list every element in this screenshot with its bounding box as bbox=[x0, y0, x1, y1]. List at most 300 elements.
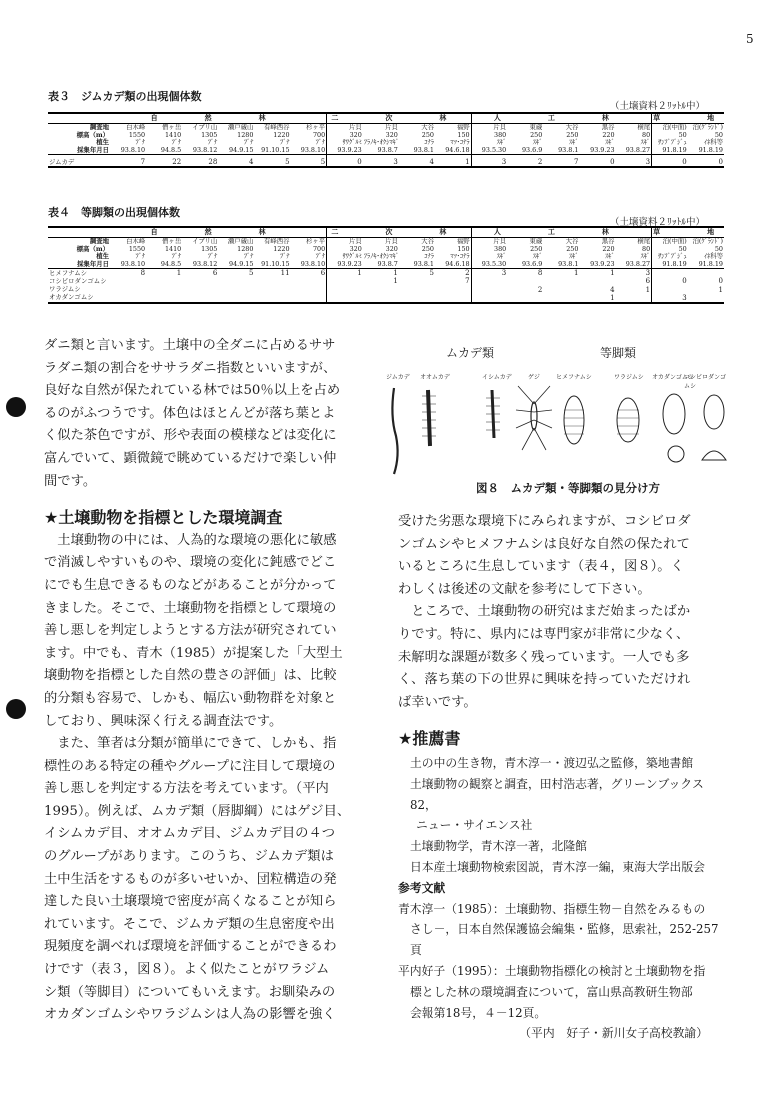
header-cell: 福野 bbox=[435, 124, 471, 132]
group-header: 二 次 林 bbox=[327, 227, 471, 238]
count-cell bbox=[363, 286, 399, 294]
group-header: 人 工 林 bbox=[471, 113, 652, 124]
count-cell: 8 bbox=[537, 269, 543, 278]
header-cell: 93.8.1 bbox=[543, 261, 579, 269]
row-label: 調査地 bbox=[89, 123, 109, 131]
author-signature: （平内 好子・新川女子高校教諭） bbox=[519, 1026, 708, 1041]
count-cell bbox=[182, 294, 218, 303]
header-cell: ｽｷﾞ bbox=[532, 252, 543, 261]
header-cell: 1280 bbox=[237, 130, 254, 139]
count-cell: 6 bbox=[291, 269, 327, 278]
header-cell: ｽｷﾞ bbox=[604, 252, 615, 261]
intro-paragraph bbox=[44, 335, 374, 493]
count-cell bbox=[218, 277, 254, 285]
species-name: ワラジムシ bbox=[49, 285, 81, 294]
animal-label: ゲジ bbox=[528, 374, 540, 381]
header-cell: ﾌﾞﾅ bbox=[171, 252, 182, 261]
right-column bbox=[398, 511, 728, 1044]
okadangomushi-drawing bbox=[663, 394, 685, 434]
table4-note: （土壌資料２ﾘｯﾄﾙ中） bbox=[610, 217, 706, 228]
header-cell: ｻﾜｸﾞﾙﾐ bbox=[342, 252, 362, 261]
text-line: オカダンゴムシやワラジムシは人為の影響を強く bbox=[44, 1007, 336, 1023]
count-cell: 1 bbox=[579, 294, 615, 303]
text-line: ます。中でも、青木（1985）が提案した「大型土 bbox=[44, 645, 343, 661]
header-cell: ｲﾈ科等 bbox=[703, 138, 723, 147]
count-cell: 5 bbox=[291, 158, 327, 167]
text-line: にでも生息できるものなどがあることが分かって bbox=[44, 577, 337, 593]
header-cell: ｽｷﾞ bbox=[568, 138, 579, 147]
animal-label: ワラジムシ bbox=[614, 374, 644, 381]
binder-hole-top bbox=[6, 397, 26, 417]
count-cell: 5 bbox=[254, 158, 290, 167]
table3-note: （土壌資料２ﾘｯﾄﾙ中） bbox=[610, 101, 706, 112]
count-cell: 0 bbox=[688, 158, 724, 167]
header-cell: 94.8.5 bbox=[146, 147, 182, 155]
header-cell: 91.8.19 bbox=[688, 261, 724, 269]
header-cell: 320 bbox=[385, 244, 398, 253]
header-cell: ｻﾝﾌﾞﾌﾞｼﾞｭ bbox=[657, 252, 687, 261]
header-cell: ﾏﾂ･ｺﾅﾗ bbox=[435, 139, 471, 147]
figure-animal-labels bbox=[384, 372, 728, 390]
header-cell: 1305 bbox=[201, 130, 218, 139]
count-cell bbox=[327, 286, 363, 294]
header-cell: 94.8.5 bbox=[146, 261, 182, 269]
header-cell: 700 bbox=[291, 246, 327, 254]
count-cell bbox=[327, 294, 363, 303]
header-cell: 250 bbox=[566, 244, 579, 253]
header-cell: 1305 bbox=[201, 244, 218, 253]
count-cell: 5 bbox=[248, 269, 254, 278]
header-cell: ﾌﾞﾅ bbox=[243, 252, 254, 261]
header-cell: 93.8.10 bbox=[291, 261, 327, 269]
header-cell: 320 bbox=[349, 130, 362, 139]
count-cell bbox=[435, 286, 471, 294]
binder-hole-bottom bbox=[6, 699, 26, 719]
row-label: 調査地 bbox=[89, 237, 109, 245]
count-cell bbox=[471, 286, 507, 294]
text-line: また、筆者は分類が簡単にできて、しかも、指 bbox=[57, 736, 337, 752]
header-cell: ｻﾜｸﾞﾙﾐ bbox=[342, 138, 362, 147]
count-cell: 22 bbox=[146, 158, 182, 167]
count-cell bbox=[579, 277, 615, 285]
header-cell: 93.8.1 bbox=[399, 261, 435, 269]
count-cell: 6 bbox=[616, 277, 652, 285]
count-cell: 1 bbox=[393, 277, 398, 286]
header-cell: ｽｷﾞ bbox=[604, 138, 615, 147]
row-label: 標高（m） bbox=[76, 244, 109, 253]
header-cell: ｺﾅﾗ bbox=[424, 252, 434, 261]
text-line: く、落ち葉の下の世界に興味を持っていただけれ bbox=[398, 672, 691, 688]
table3-caption: 表３ ジムカデ類の出現個体数 bbox=[48, 90, 202, 103]
header-cell: 91.8.19 bbox=[652, 261, 688, 269]
header-cell: 380 bbox=[494, 130, 507, 139]
header-cell: ｺﾅﾗ bbox=[424, 138, 434, 147]
header-cell: 93.9.23 bbox=[327, 147, 363, 155]
count-cell bbox=[146, 277, 182, 285]
header-cell: 93.8.27 bbox=[616, 261, 652, 269]
species-name: オカダンゴムシ bbox=[48, 294, 110, 303]
count-cell: 3 bbox=[471, 158, 507, 167]
text-line: 標性のある特定の種やグループに注目して環境の bbox=[44, 758, 336, 774]
figure-8-illustration bbox=[384, 376, 728, 476]
count-cell bbox=[254, 286, 290, 294]
count-cell: 1 bbox=[616, 286, 652, 294]
count-cell bbox=[652, 286, 688, 294]
header-cell: 東蔵 bbox=[529, 237, 543, 245]
count-cell: 4 bbox=[610, 285, 615, 294]
himefunamushi-drawing bbox=[564, 396, 584, 444]
header-cell: 80 bbox=[616, 132, 652, 140]
count-cell: 2 bbox=[435, 269, 471, 278]
header-cell: 320 bbox=[349, 244, 362, 253]
header-cell: 380 bbox=[494, 244, 507, 253]
count-cell: 28 bbox=[182, 158, 218, 167]
page-number: 5 bbox=[746, 32, 754, 46]
row-label: 植生 bbox=[96, 138, 109, 147]
corner-cell bbox=[48, 113, 110, 124]
header-cell: ﾌﾞﾅ bbox=[291, 253, 327, 261]
count-cell bbox=[291, 286, 327, 294]
header-cell: 白木峰 bbox=[125, 123, 146, 131]
count-cell bbox=[218, 286, 254, 294]
count-cell: 0 bbox=[327, 158, 363, 167]
header-cell: 泊(中面) bbox=[662, 237, 687, 245]
animal-label: コシビロダンゴムシ bbox=[684, 374, 727, 390]
count-cell: 1 bbox=[610, 269, 615, 278]
header-cell: ｽｷﾞ bbox=[532, 138, 543, 147]
count-cell bbox=[218, 294, 254, 303]
species-name: コシビロダンゴムシ bbox=[49, 276, 107, 285]
count-cell: 7 bbox=[435, 277, 471, 285]
text-line: 善し悪しを判定しようとする方法が研究されてい bbox=[44, 623, 337, 639]
geji-drawing bbox=[516, 386, 552, 450]
header-cell: 1280 bbox=[237, 244, 254, 253]
header-cell: 僧ヶ岳 bbox=[162, 123, 182, 131]
count-cell bbox=[254, 294, 290, 303]
header-cell: 220 bbox=[602, 130, 615, 139]
header-cell: 片貝 bbox=[348, 123, 362, 131]
header-cell: 80 bbox=[616, 246, 652, 254]
header-cell: 黒谷 bbox=[601, 237, 615, 245]
count-cell bbox=[399, 277, 435, 285]
header-cell: 片貝 bbox=[493, 237, 507, 245]
header-cell: 91.8.19 bbox=[688, 147, 724, 155]
text-line: 良好な自然が保たれている林では50％以上を占め bbox=[44, 383, 341, 399]
text-line: ラダニ類の割合をササラダニ指数といいますが、 bbox=[44, 360, 337, 376]
count-cell bbox=[399, 294, 435, 303]
corner-cell bbox=[48, 227, 110, 238]
section-heading-recommended-books: ★推薦書 bbox=[398, 729, 461, 749]
header-cell: 片貝 bbox=[493, 123, 507, 131]
header-cell: 93.6.9 bbox=[507, 147, 543, 155]
reference-entry: 青木淳一（1985）：土壌動物、指標生物－自然をみるもの bbox=[398, 901, 706, 916]
left-column bbox=[44, 335, 374, 1027]
header-cell: 横尾 bbox=[616, 124, 652, 132]
header-cell: 91.10.15 bbox=[254, 147, 290, 155]
header-cell: ｽｷﾞ bbox=[568, 252, 579, 261]
header-cell: 横尾 bbox=[616, 238, 652, 246]
header-cell: 50 bbox=[714, 130, 723, 139]
count-cell bbox=[110, 286, 146, 294]
header-cell: 1550 bbox=[128, 244, 146, 253]
count-cell bbox=[652, 269, 688, 278]
book-entry: 土壌動物学，青木淳一著，北隆館 bbox=[410, 839, 587, 854]
header-cell: 94.6.18 bbox=[435, 261, 471, 269]
row-label: 植生 bbox=[96, 252, 109, 261]
count-cell: 0 bbox=[652, 158, 688, 167]
count-cell bbox=[110, 277, 146, 285]
oomukade-drawing bbox=[428, 390, 430, 446]
table4-caption: 表４ 等脚類の出現個体数 bbox=[48, 206, 180, 219]
header-cell: 有峰西谷 bbox=[263, 123, 290, 131]
figure-label-centipedes: ムカデ類 bbox=[446, 346, 495, 360]
text-line: るのがふつうです。体色はほとんどが落ち葉とよ bbox=[44, 405, 336, 421]
count-cell bbox=[182, 286, 218, 294]
header-cell: 1410 bbox=[164, 130, 182, 139]
count-cell: 4 bbox=[399, 158, 435, 167]
header-cell: イブリ山 bbox=[192, 123, 218, 131]
header-cell: 250 bbox=[566, 130, 579, 139]
count-cell: 8 bbox=[140, 269, 146, 278]
row-label: 採集年月日 bbox=[48, 261, 110, 269]
count-cell: 3 bbox=[616, 158, 652, 167]
header-cell: ﾌﾞﾅ bbox=[291, 139, 327, 147]
header-cell: 有峰西谷 bbox=[263, 237, 290, 245]
header-cell: ﾏﾂ･ｺﾅﾗ bbox=[435, 253, 471, 261]
header-cell: ﾌﾗﾉｷ･ｵｸｼﾏｷﾞ bbox=[363, 138, 399, 147]
count-cell bbox=[399, 286, 435, 294]
header-cell: 320 bbox=[385, 130, 398, 139]
header-cell: 片貝 bbox=[385, 123, 398, 131]
group-header: 自 然 林 bbox=[110, 113, 327, 124]
count-cell: 2 bbox=[507, 158, 543, 167]
header-cell: 1220 bbox=[273, 244, 290, 253]
paragraph-isopods-continued bbox=[398, 511, 728, 714]
text-line: けです（表３，図８）。よく似たことがワラジム bbox=[44, 962, 330, 978]
header-cell: 福野 bbox=[435, 238, 471, 246]
animal-label: オオムカデ bbox=[420, 374, 450, 381]
header-cell: 白木峰 bbox=[125, 237, 146, 245]
header-cell: 91.10.15 bbox=[254, 261, 290, 269]
header-cell: 50 bbox=[678, 130, 687, 139]
group-header: 二 次 林 bbox=[327, 113, 471, 124]
header-cell: ﾌﾞﾅ bbox=[207, 252, 218, 261]
text-line: いるところに生息しています（表４，図８）。く bbox=[398, 559, 684, 575]
header-cell: 93.8.10 bbox=[110, 261, 146, 269]
header-cell: 93.8.1 bbox=[399, 147, 435, 155]
book-entry: 土の中の生き物，青木淳一・渡辺弘之監修，築地書館 bbox=[410, 755, 694, 770]
text-line: ところで、土壌動物の研究はまだ始まったばか bbox=[411, 604, 691, 620]
species-name: ヒメフナムシ bbox=[49, 268, 88, 277]
text-line: きました。そこで、土壌動物を指標として環境の bbox=[44, 600, 337, 616]
header-cell: 93.8.12 bbox=[182, 261, 218, 269]
count-cell bbox=[471, 277, 507, 285]
count-cell bbox=[507, 294, 543, 303]
count-cell: 2 bbox=[537, 285, 543, 294]
count-cell: 1 bbox=[393, 269, 398, 278]
header-cell: 93.9.23 bbox=[579, 261, 615, 269]
header-cell: 93.8.7 bbox=[363, 147, 399, 155]
header-cell: ﾌﾞﾅ bbox=[279, 138, 290, 147]
text-line: 的分類も容易で、しかも、幅広い動物群を対象と bbox=[44, 690, 337, 706]
count-cell: 1 bbox=[718, 285, 723, 294]
book-entry: 日本産土壌動物検索図説，青木淳一編，東海大学出版会 bbox=[410, 859, 705, 874]
header-cell: 220 bbox=[602, 244, 615, 253]
text-line: 土壌動物の中には、人為的な環境の悪化に敏感 bbox=[57, 532, 337, 548]
header-cell: 93.8.7 bbox=[363, 261, 399, 269]
count-cell: 1 bbox=[357, 269, 362, 278]
text-line: 現頻度を調べれば環境を評価することができるわ bbox=[44, 939, 337, 955]
reference-entry: 標とした林の環境調査について，富山県高教研生物部 bbox=[410, 984, 693, 999]
text-line: 善し悪しを判定する方法を考えています。（平内 bbox=[44, 781, 329, 797]
text-line: のグループがあります。このうち、ジムカデ類は bbox=[44, 849, 334, 865]
header-cell: ﾌﾗﾉｷ･ｵｸｼﾏｷﾞ bbox=[363, 252, 399, 261]
text-line: 壌動物を指標とした自然の豊さの評価」は、比較 bbox=[44, 668, 337, 684]
count-cell: 1 bbox=[435, 158, 471, 167]
header-cell: 93.5.30 bbox=[471, 147, 507, 155]
count-cell bbox=[688, 269, 724, 278]
count-cell bbox=[543, 277, 579, 285]
header-cell: ﾌﾞﾅ bbox=[207, 138, 218, 147]
header-cell: 瀬戸蔵山 bbox=[227, 237, 254, 245]
header-cell: ｽｷﾞ bbox=[616, 139, 652, 147]
references-heading: 参考文献 bbox=[398, 880, 446, 895]
header-cell: ﾌﾞﾅ bbox=[279, 252, 290, 261]
header-cell: イブリ山 bbox=[192, 237, 218, 245]
text-line: ダニ類と言います。土壌中の全ダニに占めるササ bbox=[44, 338, 336, 353]
species-name: ジムカデ bbox=[48, 158, 110, 167]
count-cell: 7 bbox=[110, 158, 146, 167]
header-cell: 大谷 bbox=[565, 123, 579, 131]
count-cell: 3 bbox=[652, 294, 688, 303]
row-label: 採集年月日 bbox=[48, 147, 110, 155]
count-cell bbox=[471, 294, 507, 303]
header-cell: 瀬戸蔵山 bbox=[227, 123, 254, 131]
count-cell: 0 bbox=[682, 277, 687, 286]
count-cell: 0 bbox=[579, 158, 615, 167]
header-cell: 1550 bbox=[128, 130, 146, 139]
count-cell: 3 bbox=[501, 269, 507, 278]
header-cell: 93.6.9 bbox=[507, 261, 543, 269]
header-cell: 大谷 bbox=[421, 123, 434, 131]
count-cell: 11 bbox=[280, 269, 290, 278]
count-cell: 5 bbox=[429, 269, 434, 278]
row-label: 標高（m） bbox=[76, 130, 109, 139]
header-cell: 杉ヶ平 bbox=[291, 238, 327, 246]
header-cell: 1410 bbox=[164, 244, 182, 253]
count-cell bbox=[543, 286, 579, 294]
header-cell: 93.8.27 bbox=[616, 147, 652, 155]
book-entry: 土壌動物の観察と調査，田村浩志著，グリーンブックス82， bbox=[410, 776, 704, 812]
header-cell: 250 bbox=[530, 244, 543, 253]
text-line: わしくは後述の文献を参考にして下さい。 bbox=[398, 581, 651, 597]
header-cell: 泊(ｸﾞﾗﾝﾄﾞ) bbox=[692, 237, 723, 245]
table3 bbox=[48, 112, 735, 168]
count-cell bbox=[327, 277, 363, 285]
header-cell: 東蔵 bbox=[529, 123, 543, 131]
text-line: く似た茶色ですが、形や表面の模様などは変化に bbox=[44, 428, 337, 444]
text-line: りです。特に、県内には専門家が非常に少なく、 bbox=[398, 626, 690, 642]
figure-label-isopods: 等脚類 bbox=[600, 346, 637, 360]
reference-entry: 平内好子（1995）：土壌動物指標化の検討と土壌動物を指 bbox=[398, 963, 706, 978]
count-cell: 1 bbox=[573, 269, 579, 278]
recommended-books-list bbox=[398, 753, 728, 1044]
header-cell: 250 bbox=[530, 130, 543, 139]
header-cell: ｽｷﾞ bbox=[496, 252, 507, 261]
group-header: 草 地 bbox=[653, 113, 735, 123]
header-cell: ｽｷﾞ bbox=[496, 138, 507, 147]
header-cell: 93.5.30 bbox=[471, 261, 507, 269]
text-line: 富んでいて、顕微鏡で眺めているだけで楽しい仲 bbox=[44, 450, 337, 466]
animal-label: ジムカデ bbox=[386, 374, 410, 381]
count-cell: 7 bbox=[543, 158, 579, 167]
group-header: 自 然 林 bbox=[110, 227, 327, 238]
text-line: 未解明な課題が数多く残っています。一人でも多 bbox=[398, 649, 690, 665]
header-cell: 94.6.18 bbox=[435, 147, 471, 155]
count-cell: 4 bbox=[218, 158, 254, 167]
header-cell: 1220 bbox=[273, 130, 290, 139]
header-cell: 大谷 bbox=[565, 237, 579, 245]
count-cell bbox=[363, 294, 399, 303]
header-cell: 94.9.15 bbox=[218, 147, 254, 155]
header-cell: 700 bbox=[291, 132, 327, 140]
header-cell: ｽｷﾞ bbox=[616, 253, 652, 261]
text-line: ば幸いです。 bbox=[398, 694, 477, 710]
count-cell bbox=[291, 294, 327, 303]
header-cell: 94.9.15 bbox=[218, 261, 254, 269]
header-cell: 150 bbox=[435, 246, 471, 254]
header-cell: 僧ヶ岳 bbox=[162, 237, 182, 245]
text-line: れています。そこで、ジムカデ類の生息密度や出 bbox=[44, 916, 335, 932]
count-cell bbox=[688, 294, 724, 303]
count-cell: 3 bbox=[616, 269, 652, 278]
reference-entry: さし－，日本自然保護協会編集・監修，思索社，252-257頁 bbox=[410, 922, 719, 958]
header-cell: 150 bbox=[435, 132, 471, 140]
count-cell bbox=[146, 286, 182, 294]
header-cell: 50 bbox=[714, 244, 723, 253]
table4 bbox=[48, 226, 735, 304]
paragraph-indicator-method bbox=[44, 530, 374, 1027]
text-line: 達した良い土壌環境で密度が高くなることが知ら bbox=[44, 894, 337, 910]
header-cell: 93.8.1 bbox=[543, 147, 579, 155]
count-cell bbox=[543, 294, 579, 303]
header-cell: ﾌﾞﾅ bbox=[243, 138, 254, 147]
text-line: ンゴムシやヒメフナムシは良好な自然の保たれて bbox=[398, 536, 690, 552]
count-cell: 1 bbox=[176, 269, 182, 278]
header-cell: 93.9.23 bbox=[327, 261, 363, 269]
count-cell: 6 bbox=[212, 269, 218, 278]
header-cell: ｲﾈ科等 bbox=[703, 252, 723, 261]
header-cell: ｻﾝﾌﾞﾌﾞｼﾞｭ bbox=[657, 138, 687, 147]
header-cell: 93.8.12 bbox=[182, 147, 218, 155]
animal-label: オカダンゴムシ bbox=[652, 374, 694, 381]
header-cell: ﾌﾞﾅ bbox=[171, 138, 182, 147]
jimukade-drawing bbox=[392, 388, 397, 474]
count-cell bbox=[254, 277, 290, 285]
count-cell: 0 bbox=[718, 277, 723, 286]
header-cell: 杉ヶ平 bbox=[291, 124, 327, 132]
header-cell: 250 bbox=[421, 130, 434, 139]
count-cell: 3 bbox=[363, 158, 399, 167]
header-cell: ﾌﾞﾅ bbox=[135, 138, 146, 147]
header-cell: 250 bbox=[421, 244, 434, 253]
header-cell: 黒谷 bbox=[601, 123, 615, 131]
header-cell: 50 bbox=[678, 244, 687, 253]
text-line: 1995）。例えば、ムカデ類（唇脚綱）にはゲジ目、 bbox=[44, 803, 351, 819]
group-header: 人 工 林 bbox=[471, 227, 652, 238]
group-header: 草 地 bbox=[653, 227, 735, 237]
animal-label: イシムカデ bbox=[482, 374, 512, 381]
